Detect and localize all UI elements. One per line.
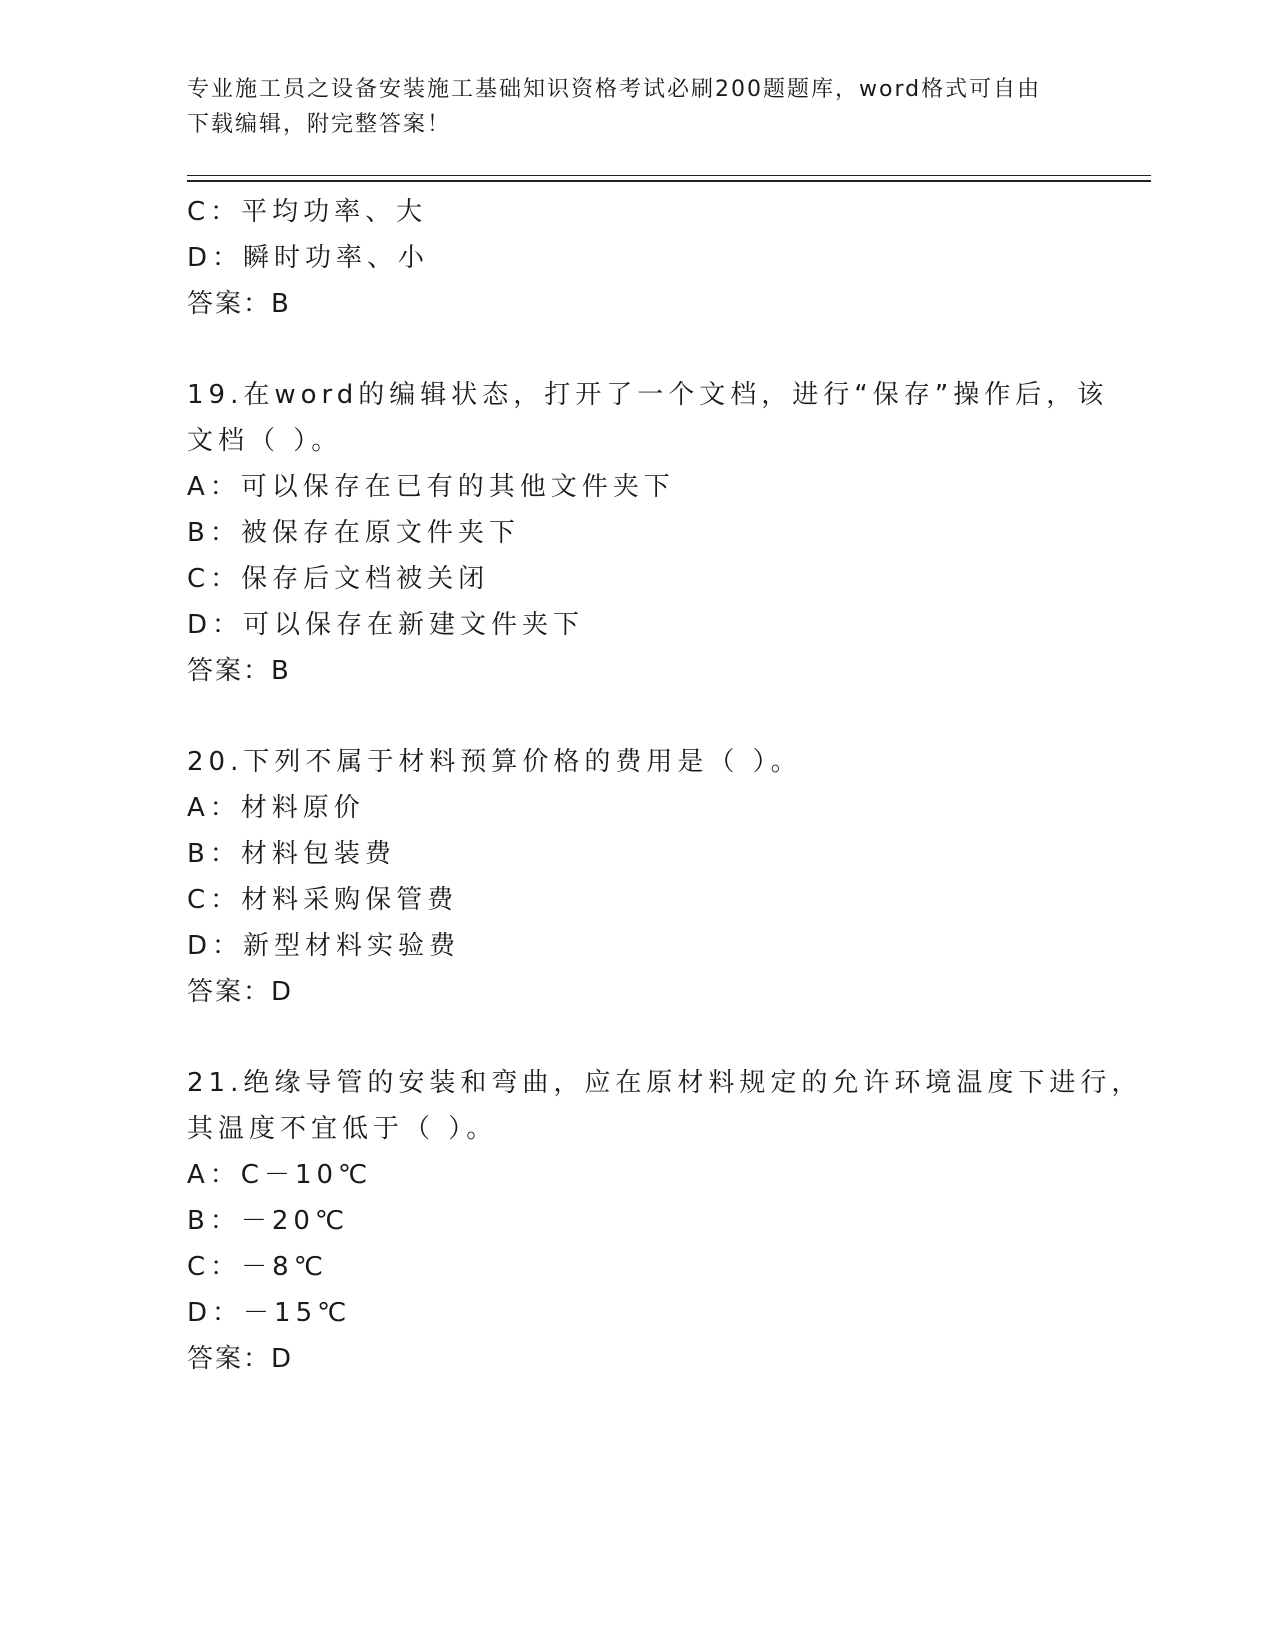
header-divider-thick (187, 180, 1151, 182)
question-18-fragment (187, 189, 1087, 327)
question-21 (187, 1060, 1143, 1382)
option-d: D：可以保存在新建文件夹下 (187, 610, 585, 640)
answer: 答案：D (187, 1344, 294, 1374)
option-d: D：新型材料实验费 (187, 931, 461, 961)
document-header (187, 72, 1087, 142)
option-b: B：材料包装费 (187, 839, 396, 869)
option-c: C：保存后文档被关闭 (187, 564, 490, 594)
question-list (187, 189, 1143, 1382)
spacer (187, 1015, 1087, 1060)
question-stem-line-1: 21.绝缘导管的安装和弯曲，应在原材料规定的允许环境温度下进行， (187, 1068, 1143, 1098)
option-d: D：瞬时功率、小 (187, 243, 430, 273)
question-19 (187, 372, 1109, 694)
header-divider-thin (187, 175, 1151, 176)
header-line-2: 下载编辑，附完整答案！ (187, 112, 452, 137)
header-line-1: 专业施工员之设备安装施工基础知识资格考试必刷200题题库，word格式可自由 (187, 77, 1042, 102)
question-stem-line-1: 19.在word的编辑状态，打开了一个文档，进行“保存”操作后，该 (187, 380, 1109, 410)
option-a: A：可以保存在已有的其他文件夹下 (187, 472, 675, 502)
question-stem-line-1: 20.下列不属于材料预算价格的费用是（ ）。 (187, 747, 802, 777)
option-c: C：平均功率、大 (187, 197, 428, 227)
question-stem-line-2: 文档（ ）。 (187, 426, 343, 456)
option-b: B：－20℃ (187, 1206, 350, 1236)
question-stem-line-2: 其温度不宜低于（ ）。 (187, 1114, 498, 1144)
option-c: C：材料采购保管费 (187, 885, 459, 915)
answer: 答案：D (187, 977, 294, 1007)
spacer (187, 327, 1087, 372)
spacer (187, 694, 1087, 739)
answer: 答案：B (187, 656, 291, 686)
question-20 (187, 739, 1087, 1015)
option-a: A：C－10℃ (187, 1160, 373, 1190)
option-d: D：－15℃ (187, 1298, 352, 1328)
option-a: A：材料原价 (187, 793, 365, 823)
option-b: B：被保存在原文件夹下 (187, 518, 520, 548)
option-c: C：－8℃ (187, 1252, 328, 1282)
answer: 答案：B (187, 289, 291, 319)
